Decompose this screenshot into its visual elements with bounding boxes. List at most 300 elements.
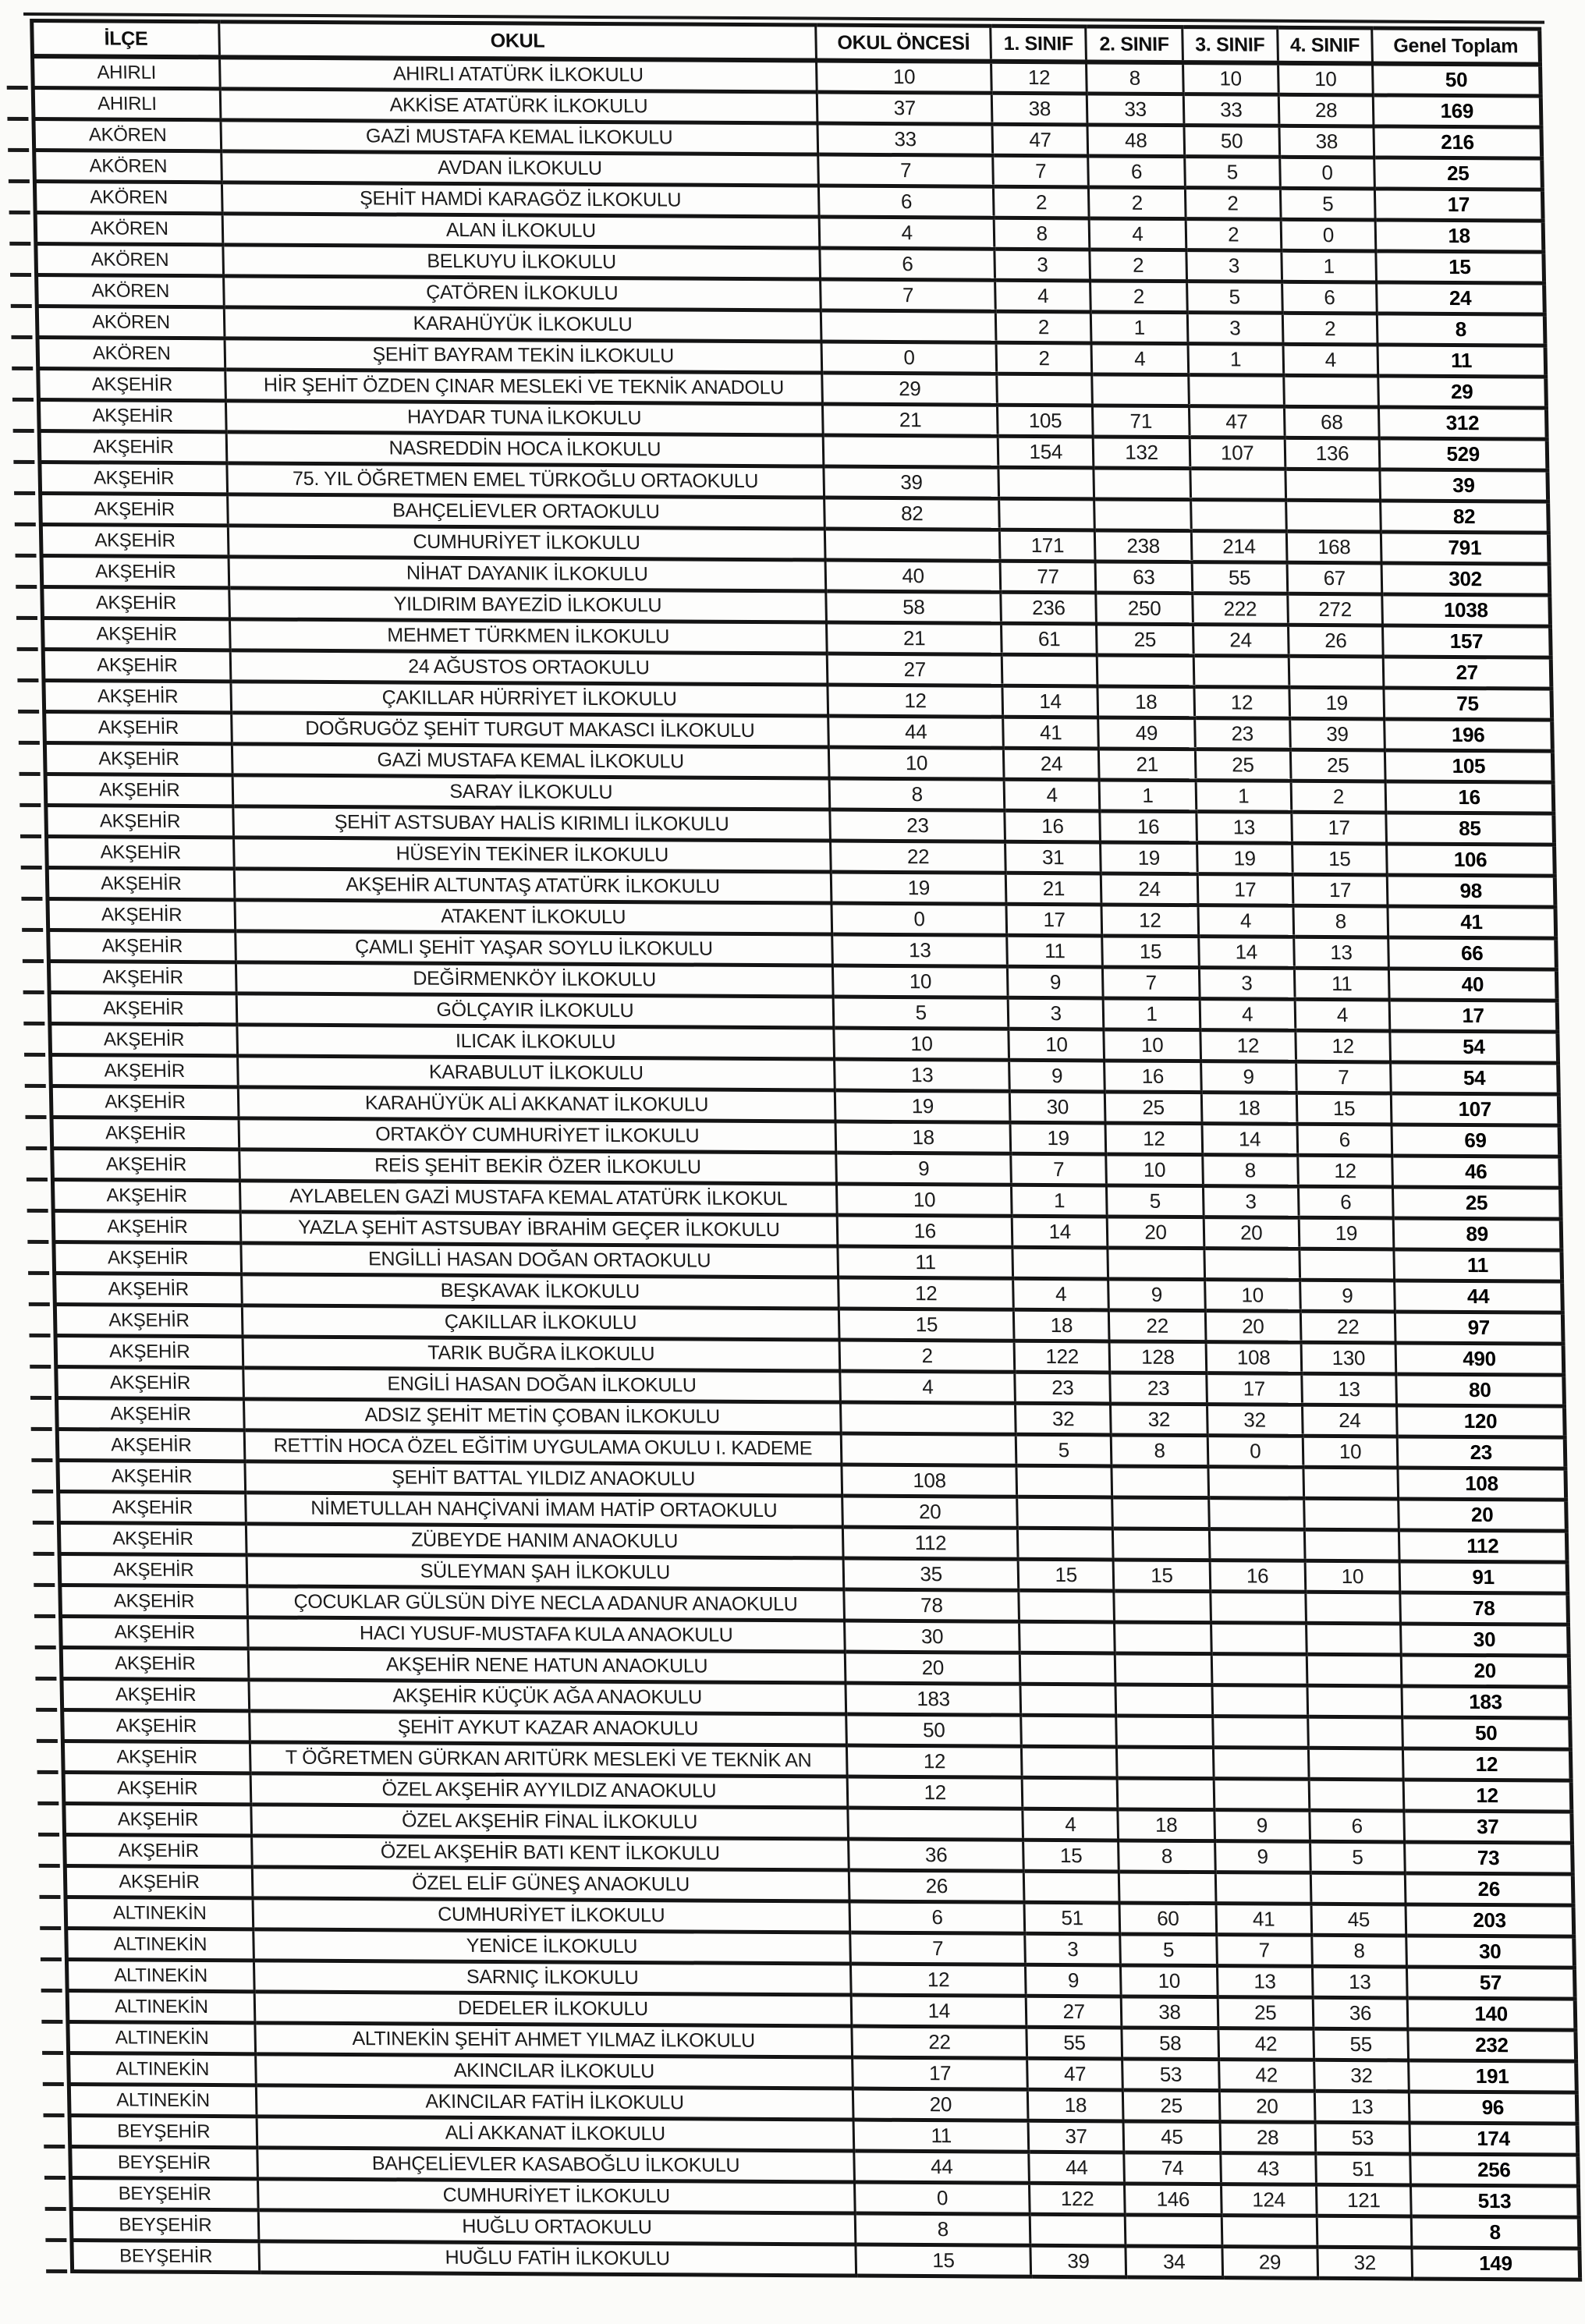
cell-district: AKŞEHİR — [55, 1305, 242, 1337]
cell-grade2: 5 — [1107, 1185, 1204, 1217]
cell-school: RETTİN HOCA ÖZEL EĞİTİM UYGULAMA OKULU I. KADEME — [244, 1430, 842, 1465]
cell-preschool: 7 — [818, 154, 994, 186]
cell-grand-total: 26 — [1406, 1873, 1573, 1905]
cell-school: ÖZEL AKŞEHİR FİNAL İLKOKULU — [251, 1805, 849, 1839]
cell-grade2 — [1112, 1529, 1209, 1561]
col-header-preschool: OKUL ÖNCESİ — [816, 25, 991, 62]
cell-grand-total: 17 — [1375, 189, 1543, 221]
cell-grade3: 25 — [1218, 1997, 1313, 2029]
cell-grand-total: 66 — [1388, 937, 1556, 969]
cell-preschool — [841, 1433, 1016, 1465]
cell-grade2: 9 — [1108, 1279, 1205, 1311]
cell-grade1: 3 — [995, 249, 1090, 281]
cell-district: AKŞEHİR — [46, 806, 233, 838]
col-header-grade1: 1. SINIF — [991, 26, 1087, 62]
cell-district: AKŞEHİR — [59, 1492, 246, 1524]
cell-preschool: 2 — [839, 1340, 1015, 1372]
cell-district: ALTINEKİN — [67, 1991, 254, 2023]
cell-preschool: 12 — [839, 1277, 1014, 1309]
cell-grade4: 12 — [1297, 1155, 1392, 1187]
cell-grade1: 9 — [1026, 1964, 1121, 1996]
cell-grade4: 7 — [1296, 1061, 1391, 1093]
cell-grade3: 9 — [1214, 1841, 1310, 1873]
cell-grade3: 14 — [1199, 937, 1294, 969]
cell-grade2: 5 — [1120, 1934, 1217, 1966]
cell-school: ALİ AKKANAT İLKOKULU — [257, 2117, 854, 2151]
cell-preschool: 26 — [849, 1870, 1024, 1902]
cell-district: AKŞEHİR — [55, 1336, 243, 1368]
cell-grade4: 51 — [1315, 2153, 1410, 2185]
cell-preschool: 8 — [829, 778, 1005, 810]
cell-grade2: 25 — [1097, 624, 1193, 656]
cell-grand-total: 16 — [1385, 781, 1553, 813]
cell-preschool: 12 — [847, 1777, 1023, 1809]
cell-grade4: 2 — [1282, 313, 1378, 345]
cell-school: ALTINEKİN ŞEHİT AHMET YILMAZ İLKOKULU — [255, 2023, 853, 2057]
cell-grand-total: 8 — [1378, 314, 1545, 345]
cell-grand-total: 20 — [1399, 1499, 1566, 1531]
cell-grade3: 14 — [1202, 1124, 1297, 1156]
cell-grade2: 1 — [1099, 780, 1196, 812]
cell-grade1 — [999, 498, 1094, 530]
cell-grade4 — [1303, 1467, 1399, 1499]
col-header-district: İLÇE — [32, 21, 220, 58]
cell-preschool: 9 — [836, 1153, 1012, 1185]
cell-preschool: 6 — [819, 186, 995, 218]
cell-grade2: 2 — [1090, 250, 1186, 282]
cell-grade4: 8 — [1311, 1935, 1406, 1967]
cell-grand-total: 20 — [1402, 1655, 1569, 1687]
cell-district: BEYŞEHİR — [70, 2178, 257, 2210]
cell-grade1: 37 — [1028, 2120, 1123, 2152]
cell-school: T ÖĞRETMEN GÜRKAN ARITÜRK MESLEKİ VE TEKNİK AN — [250, 1742, 847, 1777]
cell-grade3 — [1190, 469, 1285, 501]
cell-grand-total: 41 — [1388, 906, 1555, 938]
cell-grand-total: 75 — [1384, 688, 1551, 720]
cell-grade4: 5 — [1280, 188, 1375, 220]
cell-grade4: 121 — [1316, 2184, 1411, 2216]
cell-grade3: 124 — [1221, 2184, 1316, 2216]
cell-district: AKŞEHİR — [52, 1149, 239, 1181]
cell-grade1: 17 — [1006, 904, 1101, 936]
cell-school: ALAN İLKOKULU — [222, 214, 820, 248]
cell-grand-total: 50 — [1373, 63, 1541, 96]
cell-grade1: 19 — [1010, 1122, 1105, 1154]
cell-grand-total: 112 — [1399, 1530, 1567, 1562]
cell-preschool — [848, 1808, 1023, 1840]
cell-district: AKŞEHİR — [41, 525, 228, 557]
cell-grade2 — [1117, 1778, 1214, 1810]
cell-grand-total: 232 — [1408, 2029, 1576, 2061]
cell-grade2: 6 — [1088, 156, 1185, 188]
cell-preschool: 13 — [832, 934, 1008, 966]
cell-district: AKÖREN — [34, 182, 222, 214]
cell-grand-total: 80 — [1396, 1374, 1564, 1406]
cell-preschool: 44 — [854, 2151, 1030, 2183]
cell-grade3: 3 — [1186, 250, 1282, 282]
cell-grade1 — [997, 374, 1092, 406]
cell-grade1: 11 — [1007, 935, 1102, 967]
cell-grade4: 45 — [1311, 1904, 1406, 1936]
cell-district: AKŞEHİR — [65, 1866, 252, 1898]
cell-grade2: 48 — [1087, 125, 1184, 157]
cell-school: TARIK BUĞRA İLKOKULU — [243, 1337, 840, 1371]
cell-grade4: 12 — [1295, 1030, 1390, 1062]
cell-preschool: 21 — [827, 622, 1002, 654]
cell-school: HACI YUSUF-MUSTAFA KULA ANAOKULU — [247, 1617, 845, 1652]
cell-grade2: 63 — [1095, 562, 1192, 593]
cell-grade3 — [1208, 1498, 1303, 1530]
cell-grand-total: 78 — [1400, 1592, 1568, 1624]
cell-grand-total: 11 — [1394, 1249, 1562, 1281]
cell-school: NASREDDİN HOCA İLKOKULU — [226, 432, 824, 466]
cell-grade3: 41 — [1216, 1904, 1311, 1936]
cell-grade2: 8 — [1111, 1435, 1207, 1467]
cell-school: ÖZEL AKŞEHİR AYYILDIZ ANAOKULU — [250, 1773, 848, 1808]
cell-grade3 — [1222, 2216, 1317, 2248]
cell-grade2: 15 — [1102, 936, 1199, 968]
cell-grade3 — [1213, 1748, 1308, 1780]
cell-district: BEYŞEHİR — [70, 2147, 257, 2179]
cell-grade1: 5 — [1016, 1434, 1112, 1466]
cell-school: SÜLEYMAN ŞAH İLKOKULU — [246, 1555, 844, 1589]
cell-preschool: 12 — [828, 685, 1003, 717]
cell-school: GAZİ MUSTAFA KEMAL İLKOKULU — [221, 120, 818, 154]
cell-grade3: 18 — [1201, 1093, 1296, 1125]
cell-school: ŞEHİT HAMDİ KARAGÖZ İLKOKULU — [222, 182, 819, 217]
cell-grand-total: 216 — [1374, 126, 1541, 158]
cell-grand-total: 27 — [1384, 657, 1551, 689]
cell-grade3: 8 — [1203, 1155, 1298, 1187]
cell-grade1 — [1021, 1715, 1116, 1747]
cell-grade1: 3 — [1008, 997, 1103, 1029]
cell-grade3: 107 — [1190, 438, 1285, 469]
cell-grade3: 42 — [1218, 2060, 1314, 2092]
cell-grand-total: 44 — [1395, 1281, 1562, 1313]
cell-preschool: 15 — [856, 2244, 1031, 2276]
cell-grade1: 27 — [1027, 1996, 1122, 2028]
cell-grade3: 2 — [1185, 188, 1280, 220]
cell-grade3: 20 — [1204, 1217, 1299, 1249]
cell-grade2: 20 — [1107, 1217, 1204, 1249]
cell-preschool: 29 — [822, 373, 998, 405]
cell-grade2: 10 — [1121, 1965, 1218, 1997]
cell-grade3: 43 — [1221, 2153, 1316, 2185]
cell-grade4: 19 — [1299, 1217, 1394, 1249]
cell-preschool: 20 — [845, 1652, 1020, 1684]
cell-grand-total: 40 — [1389, 969, 1557, 1001]
cell-grade1: 122 — [1014, 1341, 1109, 1373]
cell-district: AKÖREN — [37, 338, 225, 370]
cell-school: NİMETULLAH NAHÇİVANİ İMAM HATİP ORTAOKULU — [245, 1493, 842, 1527]
cell-grade2 — [1115, 1622, 1211, 1654]
cell-preschool — [821, 310, 996, 342]
cell-preschool: 16 — [837, 1215, 1012, 1247]
cell-school: ÇOCUKLAR GÜLSÜN DİYE NECLA ADANUR ANAOKULU — [246, 1586, 844, 1621]
cell-grade2: 250 — [1096, 593, 1193, 625]
cell-school: AKINCILAR FATİH İLKOKULU — [256, 2085, 853, 2120]
cell-school: AHIRLI ATATÜRK İLKOKULU — [219, 57, 817, 92]
cell-district: AKŞEHİR — [62, 1679, 249, 1711]
cell-grade3 — [1204, 1249, 1300, 1281]
cell-grand-total: 54 — [1391, 1062, 1558, 1094]
cell-district: AKŞEHİR — [60, 1585, 247, 1617]
cell-grade1 — [1017, 1497, 1112, 1529]
cell-school: ÖZEL ELİF GÜNEŞ ANAOKULU — [252, 1867, 849, 1901]
cell-preschool: 33 — [817, 123, 993, 155]
cell-grade3: 25 — [1195, 749, 1290, 781]
cell-grand-total: 25 — [1393, 1187, 1561, 1219]
cell-grade2: 12 — [1105, 1123, 1202, 1155]
cell-grade4: 24 — [1302, 1405, 1397, 1437]
cell-grade3: 50 — [1184, 126, 1279, 158]
cell-grand-total: 82 — [1381, 501, 1548, 533]
cell-grand-total: 17 — [1389, 1000, 1557, 1032]
cell-grade2: 19 — [1101, 842, 1197, 874]
cell-school: DEĞİRMENKÖY İLKOKULU — [236, 962, 833, 997]
cell-district: AKŞEHİR — [53, 1211, 240, 1243]
cell-school: YENİCE İLKOKULU — [253, 1929, 850, 1964]
enrollment-table — [30, 19, 1582, 2282]
cell-grade4: 9 — [1300, 1280, 1395, 1312]
cell-grade2: 8 — [1119, 1840, 1215, 1872]
cell-grade2: 2 — [1090, 281, 1187, 313]
cell-grand-total: 39 — [1380, 469, 1548, 501]
cell-grade1 — [1024, 1871, 1119, 1903]
cell-grade4: 55 — [1313, 2028, 1408, 2060]
cell-preschool: 23 — [830, 810, 1005, 841]
cell-district: AKŞEHİR — [59, 1523, 246, 1555]
cell-grade1: 41 — [1003, 717, 1098, 749]
cell-preschool: 12 — [851, 1964, 1027, 1996]
cell-grade4 — [1308, 1748, 1403, 1780]
cell-school: YAZLA ŞEHİT ASTSUBAY İBRAHİM GEÇER İLKOKULU — [240, 1212, 838, 1246]
cell-district: AKŞEHİR — [51, 1118, 239, 1150]
cell-preschool: 0 — [855, 2182, 1030, 2214]
cell-grade2: 74 — [1124, 2152, 1221, 2184]
cell-grade2: 60 — [1119, 1903, 1216, 1935]
cell-grade4: 130 — [1301, 1342, 1396, 1374]
cell-grade4: 68 — [1284, 406, 1379, 438]
cell-grade4 — [1303, 1498, 1399, 1530]
cell-district: AKŞEHİR — [40, 462, 227, 494]
cell-grade3: 32 — [1207, 1405, 1302, 1437]
cell-grade2 — [1116, 1716, 1213, 1748]
cell-grade4: 10 — [1305, 1561, 1400, 1592]
cell-grade4: 10 — [1303, 1436, 1398, 1468]
cell-grade1: 21 — [1006, 873, 1101, 905]
cell-grade1: 51 — [1024, 1902, 1119, 1934]
cell-grand-total: 37 — [1404, 1811, 1572, 1843]
cell-school: CUMHURİYET İLKOKULU — [228, 526, 825, 560]
cell-grade3: 2 — [1186, 219, 1281, 251]
cell-district: AKŞEHİR — [47, 837, 234, 869]
cell-school: MEHMET TÜRKMEN İLKOKULU — [229, 619, 827, 654]
cell-grade2: 132 — [1093, 437, 1190, 469]
cell-grade4: 6 — [1297, 1124, 1392, 1156]
cell-preschool: 36 — [849, 1839, 1024, 1871]
cell-grade2 — [1114, 1591, 1211, 1623]
cell-grade2: 53 — [1122, 2059, 1219, 2091]
cell-grade4: 4 — [1295, 999, 1390, 1031]
cell-district: AKÖREN — [36, 244, 223, 276]
cell-district: AKŞEHİR — [59, 1554, 246, 1586]
cell-grand-total: 203 — [1406, 1904, 1573, 1936]
cell-school: HİR ŞEHİT ÖZDEN ÇINAR MESLEKİ VE TEKNİK ANADOLU — [225, 370, 822, 404]
cell-grade4 — [1307, 1654, 1402, 1686]
cell-grand-total: 490 — [1395, 1343, 1563, 1375]
cell-grade3 — [1189, 375, 1284, 407]
cell-grade2: 58 — [1122, 2028, 1218, 2060]
cell-grade3: 17 — [1197, 874, 1292, 906]
cell-grade2: 71 — [1093, 406, 1190, 438]
cell-grade2: 22 — [1108, 1310, 1205, 1342]
cell-grade1 — [998, 467, 1094, 499]
cell-district: BEYŞEHİR — [69, 2116, 257, 2148]
cell-grade3 — [1215, 1872, 1310, 1904]
cell-preschool: 19 — [831, 872, 1006, 904]
cell-grand-total: 256 — [1410, 2154, 1578, 2186]
cell-preschool: 0 — [821, 342, 997, 374]
cell-grade1: 15 — [1023, 1840, 1119, 1872]
cell-grade4 — [1289, 656, 1384, 688]
cell-grade4 — [1285, 469, 1380, 501]
cell-grade2: 10 — [1106, 1154, 1203, 1186]
cell-preschool: 5 — [833, 997, 1009, 1029]
cell-grade1: 14 — [1012, 1216, 1108, 1248]
cell-grade4: 6 — [1309, 1810, 1404, 1842]
cell-grade4 — [1307, 1685, 1402, 1717]
cell-grade4: 32 — [1314, 2060, 1409, 2092]
cell-grade1: 171 — [1000, 530, 1095, 562]
cell-grade2: 10 — [1104, 1029, 1200, 1061]
cell-grade3: 5 — [1185, 157, 1280, 189]
cell-grade4: 32 — [1317, 2247, 1413, 2279]
cell-grand-total: 89 — [1394, 1218, 1562, 1250]
cell-grade3: 9 — [1200, 1061, 1296, 1093]
cell-grade2 — [1112, 1466, 1208, 1498]
cell-preschool: 78 — [844, 1589, 1019, 1621]
cell-grand-total: 513 — [1411, 2185, 1579, 2217]
cell-grade2 — [1094, 499, 1191, 531]
cell-grade4: 6 — [1298, 1186, 1393, 1218]
cell-grade4: 17 — [1291, 812, 1386, 844]
cell-grade3: 16 — [1210, 1561, 1305, 1592]
cell-grade4 — [1309, 1779, 1404, 1811]
cell-grade3: 13 — [1197, 812, 1292, 844]
cell-grade4 — [1304, 1529, 1399, 1561]
cell-grade1: 14 — [1002, 686, 1097, 717]
cell-grand-total: 25 — [1374, 158, 1542, 190]
cell-grand-total: 791 — [1381, 532, 1549, 564]
cell-grade1: 122 — [1030, 2183, 1125, 2215]
cell-district: AKŞEHİR — [62, 1710, 250, 1742]
cell-grade1: 10 — [1009, 1029, 1104, 1061]
cell-school: SARAY İLKOKULU — [232, 775, 830, 810]
cell-school: ÇAMLI ŞEHİT YAŞAR SOYLU İLKOKULU — [235, 931, 832, 965]
cell-school: DEDELER İLKOKULU — [254, 1992, 852, 2026]
cell-grade3: 19 — [1197, 843, 1292, 875]
cell-grand-total: 96 — [1409, 2092, 1577, 2124]
cell-school: BAHÇELİEVLER KASABOĞLU İLKOKULU — [257, 2148, 854, 2182]
cell-school: HUĞLU ORTAOKULU — [258, 2210, 856, 2244]
cell-district: AKŞEHİR — [45, 774, 232, 806]
cell-district: AKŞEHİR — [64, 1804, 251, 1836]
cell-preschool: 20 — [842, 1496, 1018, 1528]
cell-grade1: 236 — [1001, 592, 1096, 624]
cell-district: AKŞEHİR — [57, 1429, 244, 1461]
cell-grade2: 32 — [1111, 1404, 1207, 1436]
cell-grade3: 4 — [1200, 999, 1295, 1031]
cell-grade3 — [1211, 1623, 1306, 1655]
cell-district: AKŞEHİR — [44, 743, 232, 775]
cell-grand-total: 183 — [1402, 1686, 1569, 1718]
cell-grade1: 2 — [994, 186, 1089, 218]
cell-grade3 — [1213, 1716, 1308, 1748]
cell-district: AKŞEHİR — [44, 712, 232, 744]
cell-grade1: 18 — [1014, 1309, 1109, 1341]
cell-grade1: 32 — [1016, 1403, 1111, 1435]
cell-grand-total: 15 — [1376, 251, 1544, 283]
cell-grade1: 23 — [1015, 1372, 1110, 1404]
cell-grade2: 33 — [1087, 94, 1183, 126]
cell-grade1 — [1018, 1528, 1113, 1560]
cell-grade4 — [1305, 1592, 1400, 1624]
cell-district: AKŞEHİR — [56, 1398, 243, 1430]
col-header-grade3: 3. SINIF — [1183, 27, 1278, 63]
cell-school: DOĞRUGÖZ ŞEHİT TURGUT MAKASCI İLKOKULU — [231, 713, 828, 747]
cell-district: AKŞEHİR — [41, 494, 228, 526]
cell-school: BAHÇELİEVLER ORTAOKULU — [227, 494, 824, 529]
cell-district: BEYŞEHİR — [72, 2241, 259, 2273]
cell-grand-total: 120 — [1397, 1405, 1565, 1437]
cell-school: HAYDAR TUNA İLKOKULU — [225, 401, 823, 435]
cell-school: ATAKENT İLKOKULU — [235, 900, 832, 934]
cell-district: AKÖREN — [37, 275, 224, 307]
cell-grand-total: 12 — [1403, 1780, 1571, 1812]
cell-grade4: 2 — [1291, 781, 1386, 813]
cell-grade4: 0 — [1279, 157, 1374, 189]
cell-grand-total: 312 — [1379, 407, 1547, 439]
cell-school: ŞEHİT AYKUT KAZAR ANAOKULU — [249, 1711, 846, 1745]
cell-grade4: 15 — [1292, 843, 1387, 875]
cell-grade4: 38 — [1279, 126, 1374, 158]
cell-preschool: 14 — [851, 1995, 1027, 2027]
cell-district: ALTINEKİN — [66, 1897, 253, 1929]
cell-grade1 — [1012, 1247, 1108, 1279]
cell-district: AKŞEHİR — [48, 962, 236, 994]
cell-grade4: 136 — [1285, 438, 1380, 469]
cell-school: BELKUYU İLKOKULU — [223, 245, 821, 279]
cell-grade3: 3 — [1187, 313, 1282, 345]
cell-district: AKŞEHİR — [51, 1055, 238, 1087]
cell-grand-total: 108 — [1398, 1468, 1565, 1500]
cell-grade3 — [1193, 656, 1289, 688]
cell-grade1: 39 — [1030, 2245, 1126, 2277]
cell-grade3: 12 — [1200, 1030, 1296, 1062]
cell-grade3: 42 — [1218, 2028, 1314, 2060]
cell-grade3: 7 — [1217, 1935, 1312, 1967]
cell-preschool: 50 — [846, 1714, 1022, 1746]
cell-grade3 — [1214, 1779, 1309, 1811]
cell-grand-total: 30 — [1401, 1624, 1569, 1656]
cell-grade1 — [1002, 654, 1097, 686]
cell-preschool: 40 — [825, 560, 1001, 592]
cell-grade3: 4 — [1198, 905, 1293, 937]
cell-school: AKŞEHİR NENE HATUN ANAOKULU — [248, 1649, 846, 1683]
cell-grade2: 23 — [1110, 1373, 1207, 1405]
cell-grade3: 1 — [1188, 344, 1283, 376]
